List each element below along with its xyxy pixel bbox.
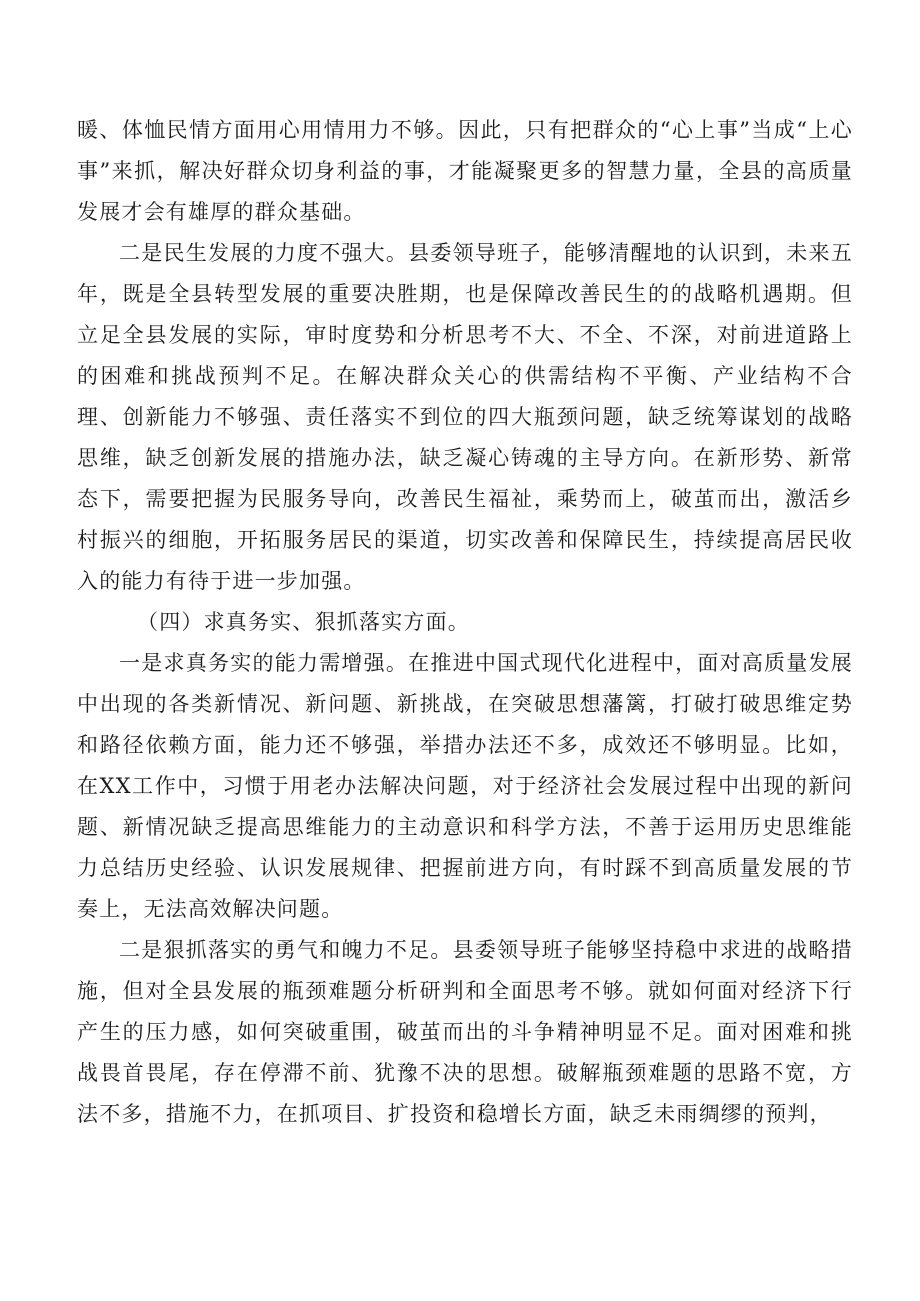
section-heading-four: （四）求真务实、狠抓落实方面。 bbox=[137, 610, 470, 634]
paragraph-livelihood-development: 二是民生发展的力度不强大。县委领导班子，能够清醒地的认识到，未来五年，既是全县转型发展的重要决胜期，也是保障改善民生的的战略机遇期。但立足全县发展的实际，审时度势和分析思考不大、不全、不深，对前进道路上的困难和挑战预判不足。在解决群众关心的供需结构不平衡、产业结构不合理、创新能力不够强、责任落实不到位的四大瓶颈问题，缺乏统筹谋划的战略思维，缺乏创新发展的措施办法，缺乏凝心铸魂的主导方向。在新形势、新常态下，需要把握为民服务导向，改善民生福祉，乘势而上，破茧而出，激活乡村振兴的细胞，开拓服务居民的渠道，切实改善和保障民生，持续提高居民收入的能力有待于进一步加强。 bbox=[77, 241, 853, 593]
paragraph-pragmatic-ability: 一是求真务实的能力需增强。在推进中国式现代化进程中，面对高质量发展中出现的各类新情况、新问题、新挑战，在突破思想藩篱，打破打破思维定势和路径依赖方面，能力还不够强，举措办法还不多，成效还不够明显。比如，在XX工作中，习惯于用老办法解决问题，对于经济社会发展过程中出现的新问题、新情况缺乏提高思维能力的主动意识和科学方法，不善于运用历史思维能力总结历史经验、认识发展规律、把握前进方向，有时踩不到高质量发展的节奏上，无法高效解决问题。 bbox=[77, 651, 853, 921]
paragraph-implementation-courage: 二是狠抓落实的勇气和魄力不足。县委领导班子能够坚持稳中求进的战略措施，但对全县发展的瓶颈难题分析研判和全面思考不够。就如何面对经济下行产生的压力感，如何突破重围，破茧而出的斗争精神明显不足。面对困难和挑战畏首畏尾，存在停滞不前、犹豫不决的思想。破解瓶颈难题的思路不宽，方法不多，措施不力，在抓项目、扩投资和稳增长方面，缺乏未雨绸缪的预判， bbox=[77, 938, 853, 1126]
document-body bbox=[77, 110, 853, 1135]
paragraph-continuation: 暖、体恤民情方面用心用情用力不够。因此，只有把群众的“心上事”当成“上心事”来抓，解决好群众切身利益的事，才能凝聚更多的智慧力量，全县的高质量发展才会有雄厚的群众基础。 bbox=[77, 118, 853, 224]
